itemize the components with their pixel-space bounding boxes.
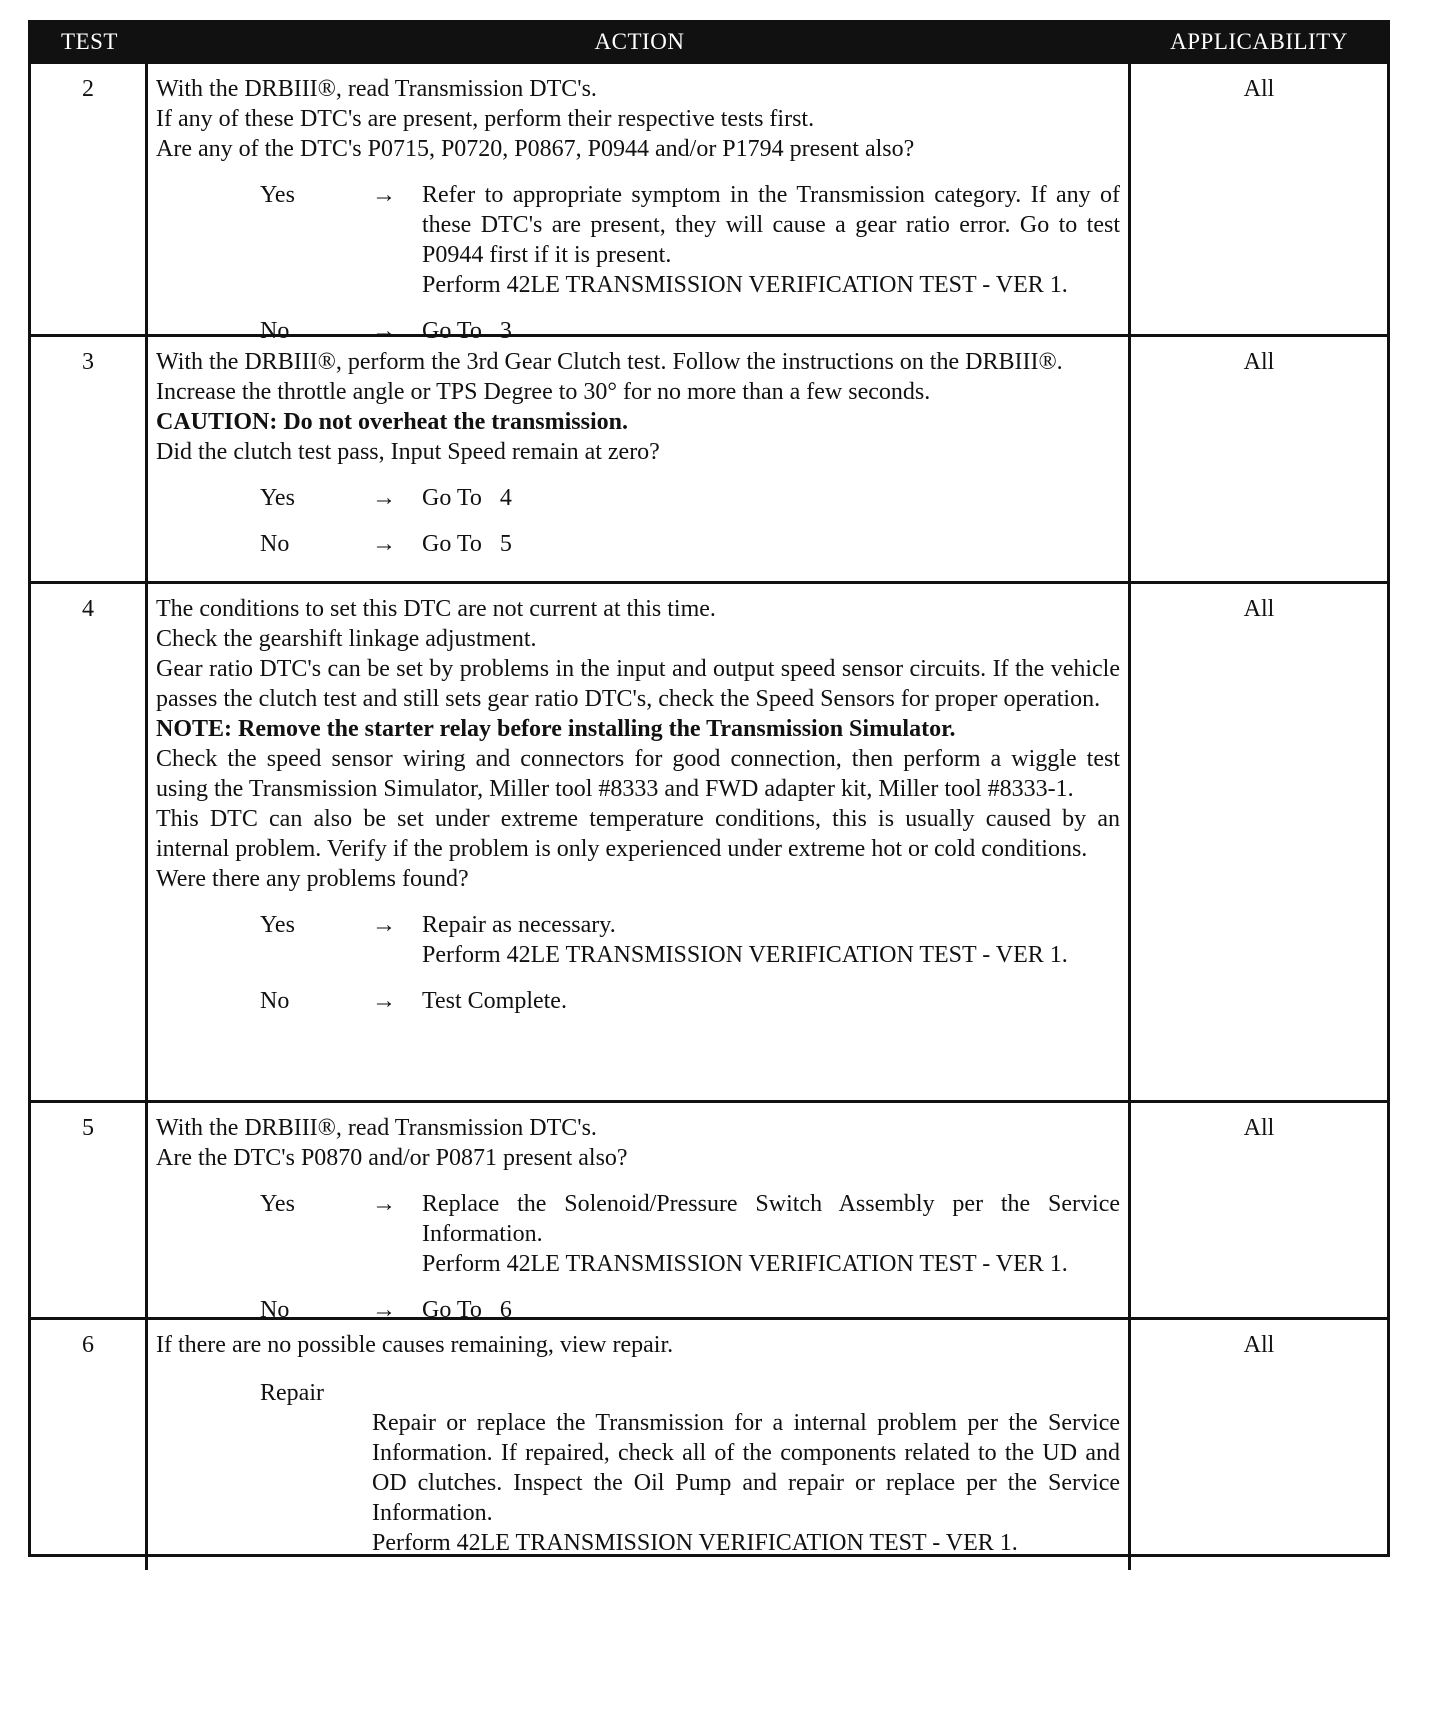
yes-label: Yes bbox=[260, 182, 295, 208]
action-cell bbox=[148, 337, 1131, 581]
table-row bbox=[31, 334, 1387, 581]
test-number: 6 bbox=[31, 1320, 148, 1570]
arrow-icon: → bbox=[372, 485, 396, 511]
arrow-icon: → bbox=[372, 318, 396, 344]
repair-label: Repair bbox=[260, 1380, 324, 1406]
header-applicability: APPLICABILITY bbox=[1170, 29, 1348, 54]
action-line: Are any of the DTC's P0715, P0720, P0867, P0944 and/or P1794 present also? bbox=[156, 136, 915, 162]
yes-label: Yes bbox=[260, 1191, 295, 1217]
action-cell bbox=[148, 1320, 1131, 1570]
action-line: Are the DTC's P0870 and/or P0871 present also? bbox=[156, 1145, 628, 1171]
yes-branch bbox=[156, 1189, 1120, 1279]
arrow-icon: → bbox=[372, 912, 396, 938]
yes-text: Repair as necessary. bbox=[422, 912, 616, 938]
arrow-icon: → bbox=[372, 182, 396, 208]
repair-text-2: Perform 42LE TRANSMISSION VERIFICATION TEST - VER 1. bbox=[372, 1530, 1018, 1556]
repair-text bbox=[156, 1408, 1120, 1558]
applicability: All bbox=[1243, 76, 1275, 102]
action-line: Were there any problems found? bbox=[156, 866, 469, 892]
no-branch bbox=[156, 529, 1120, 559]
applicability: All bbox=[1243, 1115, 1275, 1141]
yes-text-2: Perform 42LE TRANSMISSION VERIFICATION TEST - VER 1. bbox=[422, 942, 1068, 968]
test-number: 5 bbox=[31, 1103, 148, 1337]
yes-label: Yes bbox=[260, 485, 295, 511]
action-line: This DTC can also be set under extreme temperature conditions, this is usually caused by an internal problem. Verify if the problem is only experienced under extreme hot or cold conditions. bbox=[156, 806, 1120, 862]
action-cell bbox=[148, 584, 1131, 1100]
test-number: 2 bbox=[31, 64, 148, 358]
table-row bbox=[31, 581, 1387, 1100]
action-line: Check the speed sensor wiring and connectors for good connection, then perform a wiggle test using the Transmission Simulator, Miller tool #8333 and FWD adapter kit, Miller tool #8333-1. bbox=[156, 746, 1120, 802]
no-text: Test Complete. bbox=[422, 988, 567, 1014]
table-row bbox=[31, 61, 1387, 344]
no-branch bbox=[156, 986, 1120, 1016]
applicability: All bbox=[1243, 596, 1275, 622]
yes-text: Replace the Solenoid/Pressure Switch Assembly per the Service Information. bbox=[422, 1191, 1120, 1247]
yes-text-2: Perform 42LE TRANSMISSION VERIFICATION TEST - VER 1. bbox=[422, 272, 1068, 298]
diagnostic-table bbox=[28, 20, 1390, 1557]
action-cell bbox=[148, 1103, 1131, 1337]
header-action: ACTION bbox=[594, 29, 685, 54]
action-line: If any of these DTC's are present, perform their respective tests first. bbox=[156, 106, 815, 132]
yes-text-2: Perform 42LE TRANSMISSION VERIFICATION TEST - VER 1. bbox=[422, 1251, 1068, 1277]
applicability: All bbox=[1243, 349, 1275, 375]
no-label: No bbox=[260, 318, 290, 344]
yes-branch bbox=[156, 180, 1120, 300]
applicability: All bbox=[1243, 1332, 1275, 1358]
action-cell bbox=[148, 64, 1131, 358]
test-number: 3 bbox=[31, 337, 148, 581]
note-text: NOTE: Remove the starter relay before installing the Transmission Simulator. bbox=[156, 716, 956, 742]
test-number: 4 bbox=[31, 584, 148, 1100]
action-line: With the DRBIII®, perform the 3rd Gear Clutch test. Follow the instructions on the DRBIII®. bbox=[156, 349, 1063, 375]
no-text: Go To 6 bbox=[422, 1297, 512, 1323]
yes-text: Go To 4 bbox=[422, 485, 512, 511]
arrow-icon: → bbox=[372, 531, 396, 557]
action-line: Gear ratio DTC's can be set by problems in the input and output speed sensor circuits. If the vehicle passes the clutch test and still sets gear ratio DTC's, check the Speed Sensors for proper operation. bbox=[156, 656, 1120, 712]
yes-branch bbox=[156, 483, 1120, 513]
action-line: The conditions to set this DTC are not current at this time. bbox=[156, 596, 716, 622]
action-line: With the DRBIII®, read Transmission DTC's. bbox=[156, 1115, 597, 1141]
arrow-icon: → bbox=[372, 1191, 396, 1217]
table-row bbox=[31, 1100, 1387, 1323]
header-test: TEST bbox=[61, 29, 118, 54]
repair-text-body: Repair or replace the Transmission for a internal problem per the Service Information. If repaired, check all of the components related to the UD and OD clutches. Inspect the Oil Pump and repair or replace per the Service Information. bbox=[372, 1410, 1120, 1526]
action-line: If there are no possible causes remaining, view repair. bbox=[156, 1332, 674, 1358]
action-line: Did the clutch test pass, Input Speed remain at zero? bbox=[156, 439, 660, 465]
no-label: No bbox=[260, 1297, 290, 1323]
no-label: No bbox=[260, 531, 290, 557]
yes-branch bbox=[156, 910, 1120, 970]
action-line: With the DRBIII®, read Transmission DTC's. bbox=[156, 76, 597, 102]
table-row bbox=[31, 1317, 1387, 1554]
yes-text: Refer to appropriate symptom in the Transmission category. If any of these DTC's are present, they will cause a gear ratio error. Go to test P0944 first if it is present. bbox=[422, 182, 1120, 268]
arrow-icon: → bbox=[372, 988, 396, 1014]
table-header bbox=[31, 23, 1387, 61]
yes-label: Yes bbox=[260, 912, 295, 938]
no-text: Go To 3 bbox=[422, 318, 512, 344]
action-line: Check the gearshift linkage adjustment. bbox=[156, 626, 537, 652]
arrow-icon: → bbox=[372, 1297, 396, 1323]
no-label: No bbox=[260, 988, 290, 1014]
caution-text: CAUTION: Do not overheat the transmission. bbox=[156, 409, 628, 435]
action-line: Increase the throttle angle or TPS Degree to 30° for no more than a few seconds. bbox=[156, 379, 931, 405]
no-text: Go To 5 bbox=[422, 531, 512, 557]
